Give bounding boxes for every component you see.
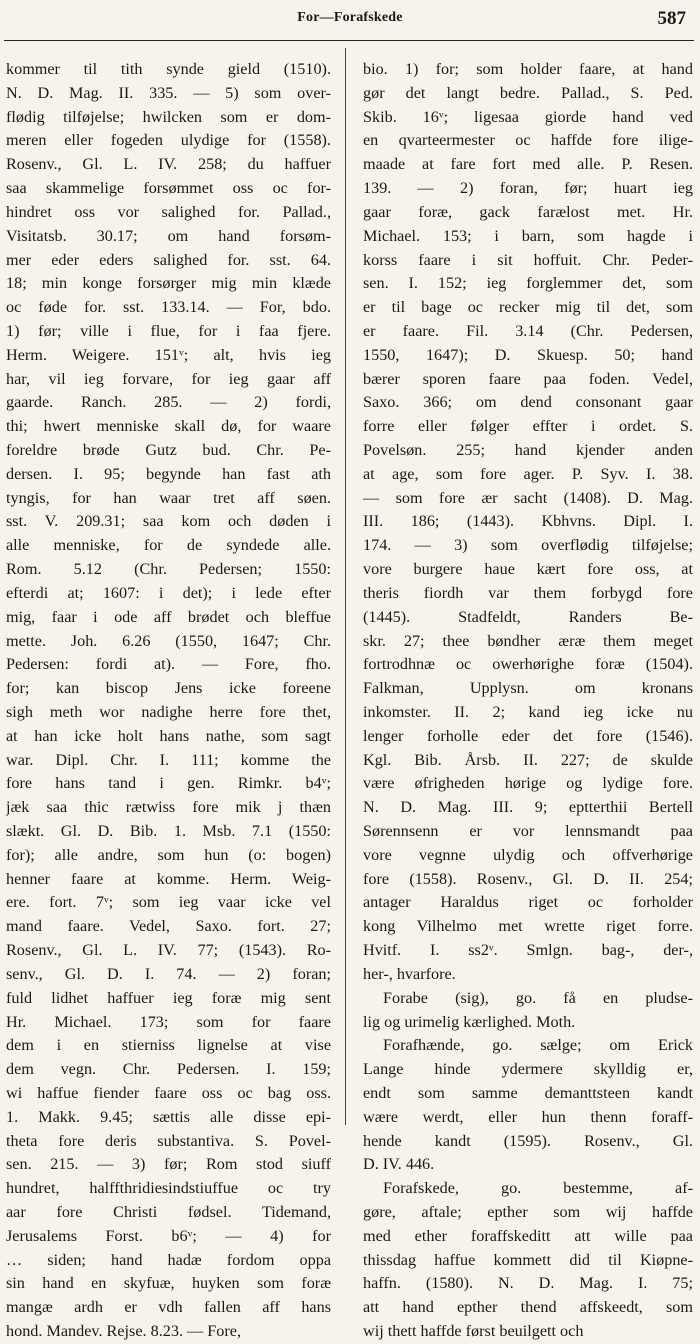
text-line: lenger forholle eder det fore (1546). <box>363 726 693 745</box>
running-title: For—Forafskede <box>297 10 403 25</box>
text-line: theta fore deris substantiva. S. Povel- <box>6 1131 331 1150</box>
text-line: Forabe (sig), go. få en pludse- <box>383 988 693 1007</box>
text-line: hindret oss vor salighed for. Pallad., <box>6 202 331 221</box>
text-line: skr. 27; thee bøndher æræ them meget <box>363 631 693 650</box>
text-line: Hr. Michael. 173; som for faare <box>6 1012 331 1031</box>
text-line: ere. fort. 7ᵛ; som ieg vaar icke vel <box>6 893 331 912</box>
text-line: foreldre brøde Gutz bud. Chr. Pe- <box>6 441 331 459</box>
text-line: hende kandt (1595). Rosenv., Gl. <box>363 1131 693 1150</box>
header-rule <box>4 40 694 41</box>
text-line: vore burgere haue kært fore oss, at <box>363 560 693 579</box>
text-line: mette. Joh. 6.26 (1550, 1647; Chr. <box>6 631 331 650</box>
text-line: Michael. 153; i barn, som hagde i <box>363 226 693 245</box>
running-head <box>0 8 700 34</box>
text-line: tyngis, for han waar tret aff søen. <box>6 488 331 507</box>
text-line: for); alle andre, som hun (o: bogen) <box>6 845 331 864</box>
text-line: dem i en stierniss lignelse at vise <box>6 1036 331 1055</box>
text-line: sin hand en skyfuæ, huyken som foræ <box>6 1274 331 1293</box>
text-line: alle menniske, for de syndede alle. <box>6 536 331 555</box>
text-line: Rosenv., Gl. L. IV. 258; du haffuer <box>6 155 331 174</box>
text-line: meren eller fogeden ulydige for (1558). <box>6 131 331 150</box>
text-line: Sørennsenn er vor lennsmandt paa <box>363 822 693 840</box>
text-line: her-, hvarfore. <box>363 964 456 983</box>
text-line: mer eder eders salighed for. sst. 64. <box>6 250 331 269</box>
text-line: bærer sporen faare paa foden. Vedel, <box>363 369 693 388</box>
text-line: 139. — 2) foran, før; huart ieg <box>363 179 693 198</box>
text-line: III. 186; (1443). Kbhvns. Dipl. I. <box>363 512 693 531</box>
text-line: lig og urimelig kærlighed. Moth. <box>363 1012 576 1031</box>
text-line: har, vil ieg forvare, for ieg gaar aff <box>6 369 331 388</box>
text-line: Herm. Weigere. 151ᵛ; alt, hvis ieg <box>6 345 331 364</box>
text-line: haffn. (1580). N. D. Mag. I. 75; <box>363 1274 693 1293</box>
text-line: sen. I. 152; ieg forglemmer det, som <box>363 274 693 293</box>
text-line: Skib. 16ᵛ; ligesaa giorde hand ved <box>363 107 693 126</box>
text-line: senv., Gl. D. I. 74. — 2) foran; <box>6 964 331 983</box>
text-line: Jerusalems Forst. b6ᵛ; — 4) for <box>6 1226 331 1245</box>
text-line: gøre, aftale; epther som wij haffde <box>363 1203 693 1221</box>
text-line: N. D. Mag. III. 9; eptterthii Bertell <box>363 798 693 817</box>
text-line: henner faare at komme. Herm. Weig- <box>6 869 331 888</box>
text-line: at han icke holt hans nathe, som sagt <box>6 726 331 745</box>
text-line: korss faare i sit hoffuit. Chr. Peder- <box>363 250 693 269</box>
left-text-column <box>6 58 331 1344</box>
text-line: thissdag haffue kommett did til Kiøpne- <box>363 1250 693 1269</box>
text-line: være øfrigheden hørige og lydige fore. <box>363 774 693 793</box>
text-line: fortrodhnæ oc owerhørighe foræ (1504). <box>363 655 693 674</box>
text-line: fuld lidhet haffuer ieg foræ mig sent <box>6 988 331 1007</box>
text-line: for; kan biscop Jens icke foreene <box>6 679 331 698</box>
text-line: inkomster. II. 2; kand ieg icke nu <box>363 702 693 721</box>
text-line: Forafskede, go. bestemme, af- <box>383 1179 693 1198</box>
text-line: med ether foraffskeditt att wille paa <box>363 1226 693 1245</box>
text-line: Rosenv., Gl. L. IV. 77; (1543). Ro- <box>6 941 331 960</box>
text-line: flødig tilføjelse; hwilcken som er dom- <box>6 107 331 126</box>
text-line: Falkman, Upplysn. om kronans <box>363 679 693 698</box>
right-text-column <box>363 58 693 1344</box>
text-line: war. Dipl. Chr. I. 111; komme the <box>6 750 331 769</box>
text-line: thi; hwert menniske skall dø, for waare <box>6 417 331 436</box>
text-line: N. D. Mag. II. 335. — 5) som over- <box>6 83 331 102</box>
text-line: … siden; hand hadæ fordom oppa <box>6 1250 331 1269</box>
text-line: kommer til tith synde gield (1510). <box>6 60 331 78</box>
text-line: 174. — 3) som overflødig tilføjelse; <box>363 536 693 555</box>
text-line: wære werdt, eller hun thenn foraff- <box>363 1107 693 1126</box>
text-line: sen. 215. — 3) før; Rom stod siuff <box>6 1155 331 1174</box>
text-line: gør det langt bedre. Pallad., S. Ped. <box>363 83 693 102</box>
text-line: dersen. I. 95; begynde han fast ath <box>6 464 331 483</box>
text-line: jæk saa thic rætwiss fore mik j thæn <box>6 798 331 817</box>
text-line: slækt. Gl. D. Bib. 1. Msb. 7.1 (1550: <box>6 822 331 840</box>
text-line: Visitatsb. 30.17; om hand forsøm- <box>6 226 331 245</box>
text-line: fore (1558). Rosenv., Gl. D. II. 254; <box>363 869 693 888</box>
text-line: Hvitf. I. ss2ᵛ. Smlgn. bag-, der-, <box>363 941 693 960</box>
text-line: Saxo. 366; om dend consonant gaar <box>363 393 693 412</box>
text-line: 1) før; ville i flue, for i faa fjere. <box>6 321 331 340</box>
text-line: hundret, halffthridiesindstiuffue oc try <box>6 1179 331 1198</box>
text-line: sigh meth wor nadighe herre fore thet, <box>6 702 331 721</box>
text-line: Povelsøn. 255; hand kjender anden <box>363 441 693 459</box>
text-line: kong Vilhelmo met wrette riget forre. <box>363 917 693 936</box>
text-line: aar fore Christi fødsel. Tidemand, <box>6 1203 331 1221</box>
text-line: endt som samme demanttsteen kandt <box>363 1083 693 1102</box>
text-line: gaarde. Ranch. 285. — 2) fordi, <box>6 393 331 412</box>
text-line: 1. Makk. 9.45; sættis alle disse epi- <box>6 1107 331 1126</box>
text-line: att hand epther thend affskeedt, som <box>363 1298 693 1317</box>
text-line: antager Haraldus riget oc forholder <box>363 893 693 912</box>
text-line: er faare. Fil. 3.14 (Chr. Pedersen, <box>363 321 693 340</box>
text-line: mangæ ardh er vdh fallen aff hans <box>6 1298 331 1317</box>
text-line: mand faare. Vedel, Saxo. fort. 27; <box>6 917 331 936</box>
text-line: 18; min konge forsørger mig min klæde <box>6 274 331 293</box>
text-line: wi haffue fiender faare oss oc bag oss. <box>6 1083 331 1102</box>
text-line: (1445). Stadfeldt, Randers Be- <box>363 607 693 626</box>
text-line: wij thett haffde først beuilgett och <box>363 1322 584 1341</box>
text-line: Forafhænde, go. sælge; om Erick <box>383 1036 693 1055</box>
text-line: Rom. 5.12 (Chr. Pedersen; 1550: <box>6 560 331 579</box>
text-line: 1550, 1647); D. Skuesp. 50; hand <box>363 345 693 364</box>
text-line: oc føde for. sst. 133.14. — For, bdo. <box>6 298 331 317</box>
text-line: — som fore ær sacht (1408). D. Mag. <box>363 488 693 507</box>
text-line: at age, som fore ager. P. Syv. I. 38. <box>363 464 693 483</box>
text-line: er til bage oc recker mig til det, som <box>363 298 693 317</box>
text-line: sst. V. 209.31; saa kom och døden i <box>6 512 331 531</box>
text-line: Kgl. Bib. Årsb. II. 227; de skulde <box>363 750 693 769</box>
text-line: Pedersen: fordi at). — Fore, fho. <box>6 655 331 674</box>
page-number: 587 <box>657 8 686 29</box>
text-line: bio. 1) for; som holder faare, at hand <box>363 60 693 78</box>
text-line: gaar foræ, gack farælost met. Hr. <box>363 202 693 221</box>
column-divider <box>345 48 346 1125</box>
text-line: saa skammelige forsømmet oss oc for- <box>6 179 331 198</box>
text-line: mig, faar i ode aff brødet och bleffue <box>6 607 331 626</box>
text-line: efterdi at; 1607: i det); i lede efter <box>6 583 331 602</box>
text-line: dem vegn. Chr. Pedersen. I. 159; <box>6 1060 331 1079</box>
text-line: Lange hinde ydermere skylldig er, <box>363 1060 693 1079</box>
text-line: D. IV. 446. <box>363 1155 435 1174</box>
text-line: fore hans tand i gen. Rimkr. b4ᵛ; <box>6 774 331 793</box>
text-line: vore vegnne ulydig och offverhørige <box>363 845 693 864</box>
text-line: theris fiordh var them forbygd fore <box>363 583 693 602</box>
text-line: maade at fare fort med alle. P. Resen. <box>363 155 693 174</box>
text-line: forre eller følger effter i ordet. S. <box>363 417 693 436</box>
text-line: en qvarteermester oc haffde fore ilige- <box>363 131 693 150</box>
text-line: hond. Mandev. Rejse. 8.23. — Fore, <box>6 1322 241 1341</box>
